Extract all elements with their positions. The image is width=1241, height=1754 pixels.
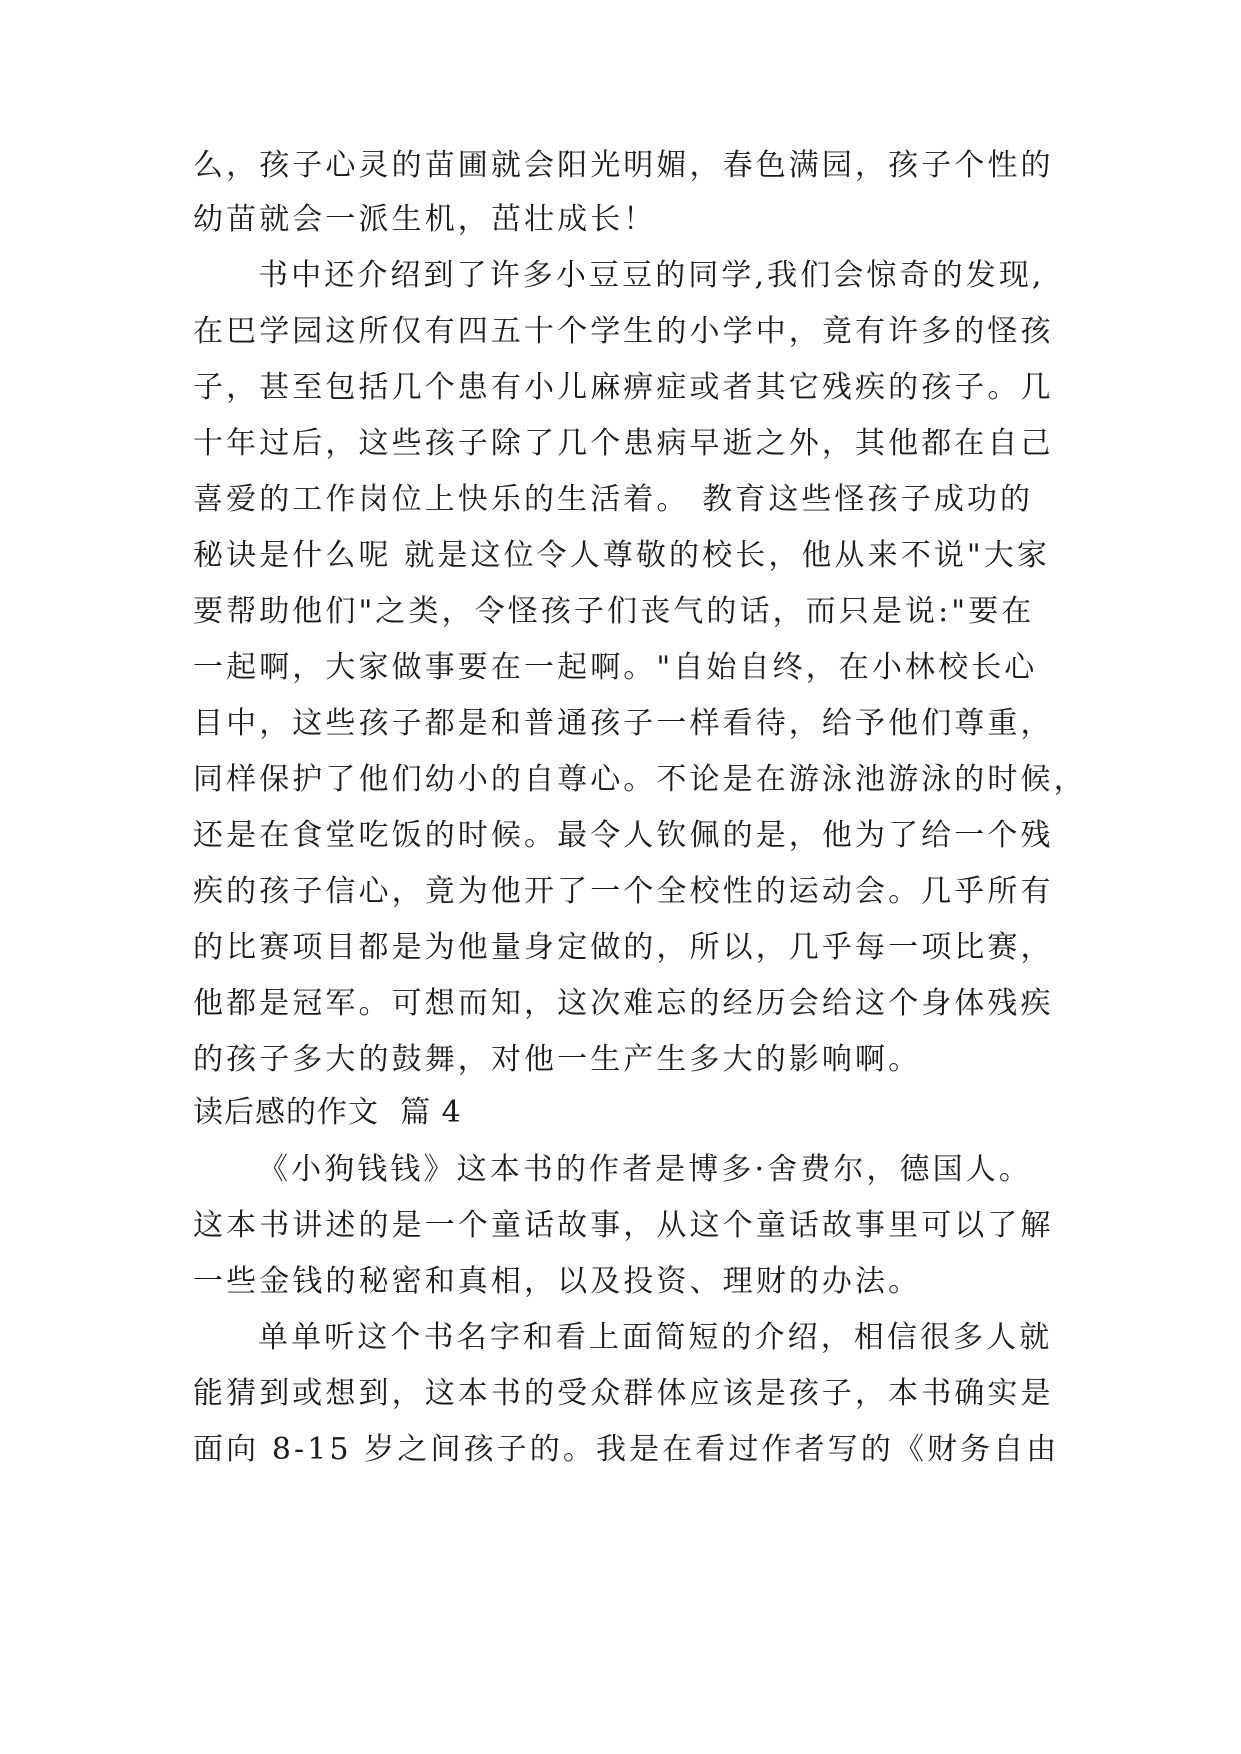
text-line: 么，孩子心灵的苗圃就会阳光明媚，春色满园，孩子个性的 (193, 148, 1054, 183)
text-line: 十年过后，这些孩子除了几个患病早逝之外，其他都在自己 (193, 426, 1054, 461)
text-line: 的比赛项目都是为他量身定做的，所以，几乎每一项比赛， (193, 930, 1054, 965)
text-line: 同样保护了他们幼小的自尊心。不论是在游泳池游泳的时候， (193, 762, 1087, 797)
text-line: 子，甚至包括几个患有小儿麻痹症或者其它残疾的孩子。几 (193, 370, 1054, 405)
text-line: 一些金钱的秘密和真相，以及投资、理财的办法。 (193, 1264, 922, 1299)
text-line: 这本书讲述的是一个童话故事，从这个童话故事里可以了解 (193, 1208, 1054, 1243)
section-heading: 读后感的作文 篇 4 (193, 1095, 462, 1130)
paragraph-first-line: 单单听这个书名字和看上面简短的介绍，相信很多人就 (258, 1320, 1053, 1355)
text-line: 秘诀是什么呢 就是这位令人尊敬的校长，他从来不说"大家 (193, 538, 1051, 573)
text-line: 喜爱的工作岗位上快乐的生活着。 教育这些怪孩子成功的 (193, 482, 1034, 517)
paragraph-first-line: 书中还介绍到了许多小豆豆的同学,我们会惊奇的发现, (258, 258, 1045, 293)
text-line: 目中，这些孩子都是和普通孩子一样看待，给予他们尊重， (193, 706, 1054, 741)
text-line: 疾的孩子信心，竟为他开了一个全校性的运动会。几乎所有 (193, 874, 1054, 909)
text-line: 他都是冠军。可想而知，这次难忘的经历会给这个身体残疾 (193, 986, 1054, 1021)
paragraph-first-line: 《小狗钱钱》这本书的作者是博多·舍费尔，德国人。 (258, 1152, 1032, 1187)
text-line: 一起啊，大家做事要在一起啊。"自始自终，在小林校长心 (193, 650, 1038, 685)
text-line: 的孩子多大的鼓舞，对他一生产生多大的影响啊。 (193, 1042, 922, 1077)
text-line: 在巴学园这所仅有四五十个学生的小学中，竟有许多的怪孩 (193, 314, 1054, 349)
text-line: 面向 8-15 岁之间孩子的。我是在看过作者写的《财务自由 (193, 1432, 1060, 1467)
text-line: 幼苗就会一派生机，茁壮成长！ (193, 202, 657, 237)
text-line: 能猜到或想到，这本书的受众群体应该是孩子，本书确实是 (193, 1376, 1054, 1411)
text-line: 要帮助他们"之类，令怪孩子们丧气的话，而只是说:"要在 (193, 594, 1035, 629)
text-line: 还是在食堂吃饭的时候。最令人钦佩的是，他为了给一个残 (193, 818, 1054, 853)
